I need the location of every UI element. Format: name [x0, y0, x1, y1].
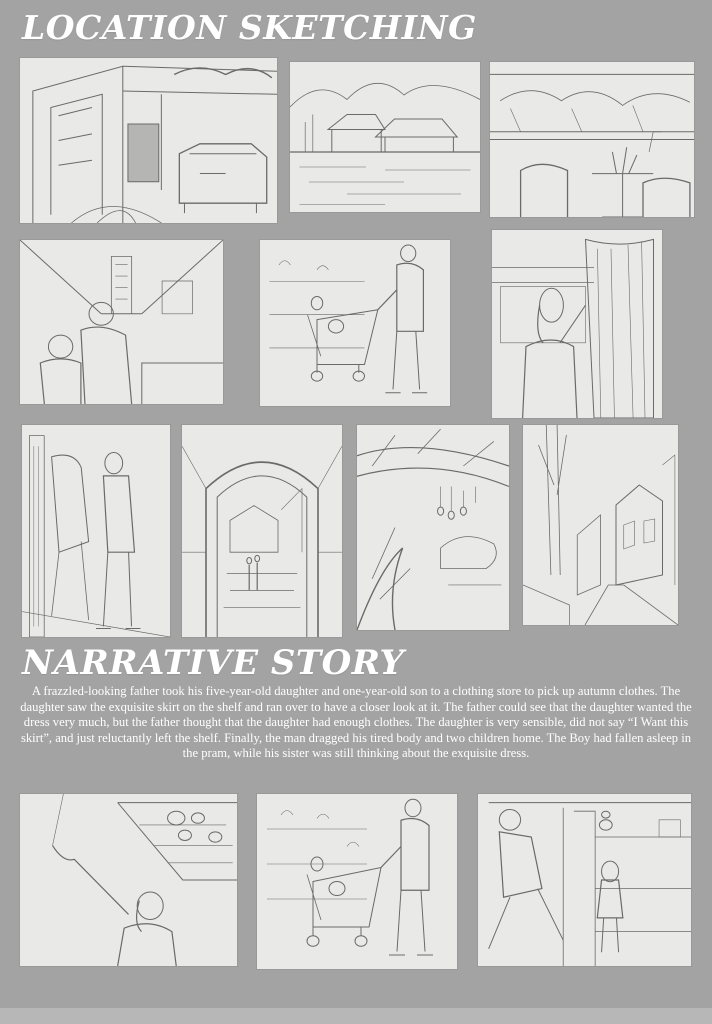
- sketch-girl-reaching-shelf: [20, 794, 237, 966]
- sketch-street-car: [20, 58, 277, 223]
- narrative-story-text: A frazzled-looking father took his five-year-old daughter and one-year-old son to a clothing store to pick up autumn clothes. The daughter saw the exquisite skirt on the shelf and ran over to have a closer look at it. The father could see that the daughter wanted the dress very much, but the father thought that the daughter had enough clothes. The daughter is very sensible, did not say “I Want this skirt”, and just reluctantly left the shelf. Finally, the man dragged his tired body and two children home. The Boy had fallen asleep in the pram, while his sister was still thinking about the exquisite dress.: [20, 684, 692, 761]
- sketch-tree-branches: [357, 425, 509, 630]
- sketch-father-pram-2: [257, 794, 457, 969]
- sketch-arch-gateway: [182, 425, 342, 637]
- location-sketching-title: LOCATION SKETCHING: [22, 8, 477, 47]
- sketch-alley-couple: [20, 240, 223, 404]
- sketch-girl-curtain: [492, 230, 662, 418]
- sketch-lake-village: [290, 62, 480, 212]
- sketch-girl-at-shelf: [478, 794, 691, 966]
- sketch-father-clothes-rack: [22, 425, 170, 637]
- narrative-story-title: NARRATIVE STORY: [22, 643, 405, 683]
- bottom-strip: [0, 1008, 712, 1024]
- sketch-cafe-table: [490, 62, 694, 217]
- sketch-father-pram: [260, 240, 450, 406]
- sketch-snowy-lane: [523, 425, 678, 625]
